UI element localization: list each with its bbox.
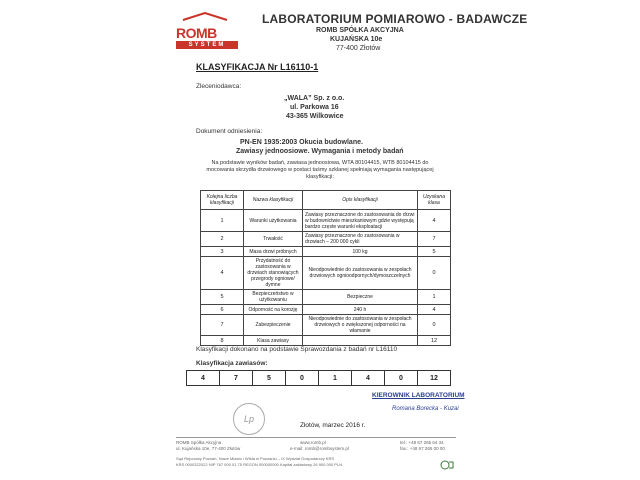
- code-digit: 7: [220, 371, 253, 386]
- certification-icon: [440, 460, 454, 470]
- head-name: Romana Borecka - Kuzai: [392, 406, 459, 412]
- footer-address: ul. Kujańska 10e, 77-400 Złotów: [176, 446, 241, 451]
- row-name: Trwałość: [244, 232, 303, 247]
- row-number: 3: [201, 247, 244, 257]
- lab-title: LABORATORIUM POMIAROWO - BADAWCZE: [262, 12, 528, 26]
- table-row: [201, 336, 451, 346]
- row-name: Przydatność do zastosowania w drzwiach stanowiących przegrody ogniowe/ dymne: [244, 257, 303, 290]
- row-description: Nieodpowiednie do zastosowania w zespołach drzwiowych o zwiększonej odporności na włamanie: [303, 315, 418, 336]
- reference-line-2: Zawiasy jednoosiowe. Wymagania i metody badań: [236, 148, 404, 155]
- code-digit: 4: [352, 371, 385, 386]
- client-street: ul. Parkowa 16: [290, 104, 339, 111]
- footer-tel: tel.: +48 67 265 64 34: [400, 440, 444, 445]
- table-header-row: [201, 191, 451, 210]
- table-row: [201, 210, 451, 232]
- table-row: [201, 257, 451, 290]
- table-row: [201, 247, 451, 257]
- laboratory-stamp: Lp: [233, 403, 265, 435]
- client-city: 43-365 Wilkowice: [286, 113, 344, 120]
- row-class: 0: [418, 315, 451, 336]
- classification-table: [200, 190, 451, 346]
- row-class: 0: [418, 257, 451, 290]
- row-class: 7: [418, 232, 451, 247]
- row-name: Warunki użytkowania: [244, 210, 303, 232]
- head-title: KIEROWNIK LABORATORIUM: [372, 392, 465, 399]
- client-label: Zleceniodawca:: [196, 83, 242, 90]
- footer-company: ROMB Spółka Akcyjna: [176, 440, 222, 445]
- row-number: 8: [201, 336, 244, 346]
- document-date: Złotów, marzec 2016 r.: [300, 422, 366, 429]
- code-digit: 1: [319, 371, 352, 386]
- row-number: 2: [201, 232, 244, 247]
- company-street: KUJAŃSKA 10e: [330, 36, 383, 43]
- row-number: 6: [201, 305, 244, 315]
- row-class: 12: [418, 336, 451, 346]
- col-header-name: Nazwa klasyfikacji: [244, 191, 303, 210]
- footer-email: e-mail: romb@rombsystem.pl: [290, 446, 349, 451]
- row-name: Bezpieczeństwo w użytkowaniu: [244, 290, 303, 305]
- footer-divider: [176, 437, 456, 438]
- row-description: Nieodpowiednie do zastosowania w zespołach drzwiowych ognioodpornych/dymoszczelnych: [303, 257, 418, 290]
- code-digit: 12: [418, 371, 451, 386]
- footer-fax: fax.: +48 67 265 00 00: [400, 446, 445, 451]
- row-class: 4: [418, 305, 451, 315]
- table-row: [201, 315, 451, 336]
- intro-line: mocowania skrzydła drzwiowego w postaci taśmy szklanej spełniają wymagania następującej: [206, 167, 434, 173]
- classification-basis: Klasyfikacji dokonano na podstawie Sprawozdania z badań nr L16110: [196, 346, 398, 353]
- code-digit: 4: [187, 371, 220, 386]
- col-header-description: Opis klasyfikacji: [303, 191, 418, 210]
- row-number: 5: [201, 290, 244, 305]
- company-city: 77-400 Złotów: [336, 45, 381, 52]
- col-header-class: Uzyskana klasa: [418, 191, 451, 210]
- footer-registration-2: KRS 0000322022 NIP 767 000 01 75 REGON 000000000 Kapitał zakładowy 26 900 000 PLN: [176, 462, 343, 467]
- code-label: Klasyfikacja zawiasów:: [196, 360, 268, 367]
- row-description: 100 kg: [303, 247, 418, 257]
- row-description: Zawiasy przeznaczone do zastosowania w drzwiach – 200 000 cykli: [303, 232, 418, 247]
- client-name: „WALA” Sp. z o.o.: [284, 95, 345, 102]
- reference-label: Dokument odniesienia:: [196, 128, 263, 135]
- col-header-number: Kolejna liczba klasyfikacji: [201, 191, 244, 210]
- romb-logo: [176, 8, 238, 49]
- intro-line: Na podstawie wyników badań, zawiasa jednoosiowa, WTA 80104415, WTB 80104415 do: [211, 160, 429, 166]
- row-name: Odporność na korozję: [244, 305, 303, 315]
- logo-wordmark: ROMB: [176, 25, 217, 41]
- table-row: [201, 232, 451, 247]
- row-class: 5: [418, 247, 451, 257]
- code-digit: 0: [286, 371, 319, 386]
- code-row: [187, 371, 451, 386]
- code-digit: 0: [385, 371, 418, 386]
- company-name: ROMB SPÓŁKA AKCYJNA: [316, 27, 404, 34]
- classification-code: [186, 370, 451, 386]
- document-title: KLASYFIKACJA Nr L16110-1: [196, 62, 319, 72]
- logo-system-bar: SYSTEM: [176, 41, 238, 49]
- footer-web: www.romb.pl: [300, 440, 326, 445]
- intro-line: klasyfikacji:: [306, 174, 334, 180]
- table-row: [201, 305, 451, 315]
- row-description: 240 h: [303, 305, 418, 315]
- footer-registration: Sąd Rejonowy Poznań, Nowe Miasto i Wilda w Poznaniu – IX Wydział Gospodarczy KRS: [176, 456, 335, 461]
- row-name: Klasa zawiasy: [244, 336, 303, 346]
- row-description: Bezpieczne: [303, 290, 418, 305]
- intro-text: [170, 160, 470, 181]
- row-description: Zawiasy przeznaczone do zastosowania do drzwi w budownictwie mieszkaniowym gdzie występują bardzo częste warunki eksploatacji: [303, 210, 418, 232]
- row-name: Masa drzwi próbnych: [244, 247, 303, 257]
- row-number: 7: [201, 315, 244, 336]
- row-class: 1: [418, 290, 451, 305]
- reference-line-1: PN-EN 1935:2003 Okucia budowlane.: [240, 139, 363, 146]
- row-number: 4: [201, 257, 244, 290]
- code-digit: 5: [253, 371, 286, 386]
- table-row: [201, 290, 451, 305]
- row-description: [303, 336, 418, 346]
- row-number: 1: [201, 210, 244, 232]
- row-name: Zabezpieczenie: [244, 315, 303, 336]
- row-class: 4: [418, 210, 451, 232]
- roof-icon: [182, 12, 228, 21]
